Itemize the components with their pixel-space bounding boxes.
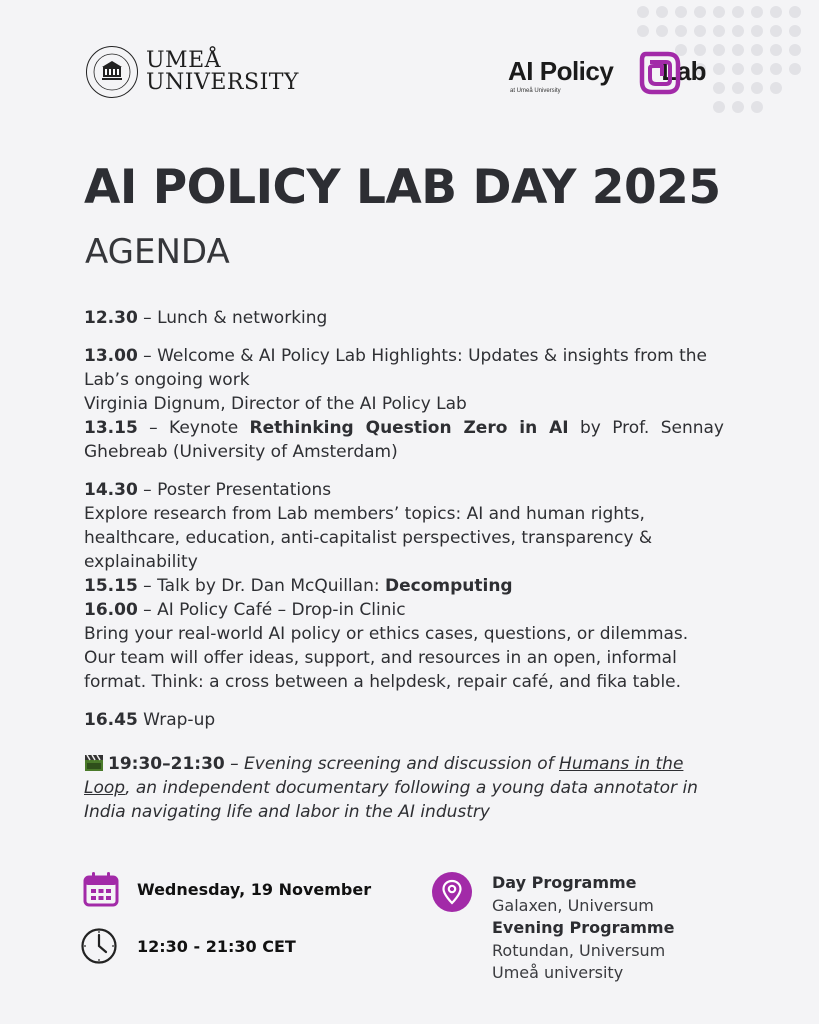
lab-logo-subtitle: at Umeå University <box>510 88 561 94</box>
decorative-dot <box>751 63 763 75</box>
decorative-dot <box>770 44 782 56</box>
decorative-dot <box>713 25 725 37</box>
decorative-dot <box>751 25 763 37</box>
agenda-item <box>84 478 724 502</box>
page-title: AI POLICY LAB DAY 2025 <box>84 160 721 215</box>
agenda-time: 13.00 <box>84 346 138 366</box>
decorative-dot <box>770 6 782 18</box>
keynote-title: Rethinking Question Zero in AI <box>249 418 569 438</box>
evening-programme-location: Rotundan, Universum <box>492 940 666 960</box>
agenda-item <box>84 344 724 392</box>
decorative-dot <box>751 101 763 113</box>
agenda-text: – Poster Presentations <box>137 480 332 500</box>
evening-text: , an independent documentary following a young data annotator in India navigating life and labor in the AI industry <box>84 778 698 822</box>
agenda-text: – AI Policy Café – Drop-in Clinic <box>137 600 406 620</box>
location-block <box>492 872 674 985</box>
talk-title: Decomputing <box>384 576 513 596</box>
agenda-time: 14.30 <box>84 480 138 500</box>
evening-programme-label: Evening Programme <box>492 918 675 937</box>
decorative-dot <box>637 25 649 37</box>
decorative-dot <box>713 6 725 18</box>
decorative-dot <box>789 63 801 75</box>
decorative-dot <box>694 25 706 37</box>
agenda-text: – Welcome & AI Policy Lab Highlights: Updates & insights from the Lab’s ongoing work <box>84 346 708 390</box>
agenda-time: 13.15 <box>84 418 138 438</box>
agenda-time: 12.30 <box>84 308 138 328</box>
day-programme-label: Day Programme <box>492 873 637 892</box>
umea-university-logo <box>86 46 299 98</box>
decorative-dot <box>675 25 687 37</box>
decorative-dot <box>751 6 763 18</box>
decorative-dot <box>770 25 782 37</box>
agenda-item <box>84 574 724 598</box>
clock-icon <box>80 927 118 965</box>
agenda-time: 15.15 <box>84 576 138 596</box>
lab-spiral-icon <box>638 48 684 96</box>
decorative-dot <box>732 25 744 37</box>
agenda-text: Wrap-up <box>137 710 216 730</box>
agenda-text: – Talk by Dr. Dan McQuillan: <box>137 576 385 596</box>
agenda-speaker: Virginia Dignum, Director of the AI Policy Lab <box>84 394 467 414</box>
agenda-text: – Keynote <box>137 418 250 438</box>
page-subtitle: AGENDA <box>85 232 230 272</box>
university-name-line1: UMEÅ <box>146 48 222 73</box>
agenda-time: 16.00 <box>84 600 138 620</box>
decorative-dot <box>675 6 687 18</box>
decorative-dot <box>732 101 744 113</box>
event-date: Wednesday, 19 November <box>137 879 372 899</box>
agenda-item <box>84 598 724 622</box>
agenda-item <box>84 416 724 464</box>
lab-logo-text-end: Lab <box>661 56 707 86</box>
date-row <box>82 870 371 908</box>
lab-logo-text-start: AI Policy <box>508 56 614 86</box>
day-programme-location: Galaxen, Universum <box>492 895 654 915</box>
evening-item <box>84 752 724 824</box>
agenda-list <box>84 306 724 824</box>
evening-text: – Evening screening and discussion of <box>224 754 560 774</box>
film-title-link[interactable]: Humans in the Loop <box>84 754 684 798</box>
calendar-icon <box>82 870 120 908</box>
decorative-dot <box>789 44 801 56</box>
decorative-dot <box>732 6 744 18</box>
decorative-dot <box>637 6 649 18</box>
decorative-dot <box>789 6 801 18</box>
decorative-dot <box>770 82 782 94</box>
university-name-line2: UNIVERSITY <box>146 70 299 95</box>
decorative-dot <box>789 25 801 37</box>
decorative-dot <box>751 44 763 56</box>
university-seal-icon <box>86 46 138 98</box>
university-location: Umeå university <box>492 963 624 982</box>
agenda-item <box>84 306 724 330</box>
agenda-description: Bring your real-world AI policy or ethics cases, questions, or dilemmas. Our team will offer ideas, support, and resources in an open, informal format. Think: a cross between a helpdesk, repair café, and fika table. <box>84 624 689 692</box>
event-time: 12:30 - 21:30 CET <box>137 936 296 956</box>
film-clapper-icon <box>84 754 104 772</box>
location-pin-icon <box>432 872 472 912</box>
ai-policy-lab-logo <box>508 48 748 100</box>
agenda-text: by Prof. Sennay Ghebreab (University of Amsterdam) <box>84 418 724 462</box>
agenda-item <box>84 708 724 732</box>
decorative-dot <box>656 6 668 18</box>
time-row <box>80 927 296 965</box>
agenda-description: Explore research from Lab members’ topics: AI and human rights, healthcare, education, anti-capitalist perspectives, transparency & explainability <box>84 504 653 572</box>
agenda-text: – Lunch & networking <box>137 308 328 328</box>
decorative-dot <box>656 25 668 37</box>
decorative-dot <box>751 82 763 94</box>
decorative-dot <box>770 63 782 75</box>
evening-time: 19:30–21:30 <box>108 754 225 774</box>
decorative-dot <box>713 101 725 113</box>
agenda-time: 16.45 <box>84 710 138 730</box>
decorative-dot <box>694 6 706 18</box>
